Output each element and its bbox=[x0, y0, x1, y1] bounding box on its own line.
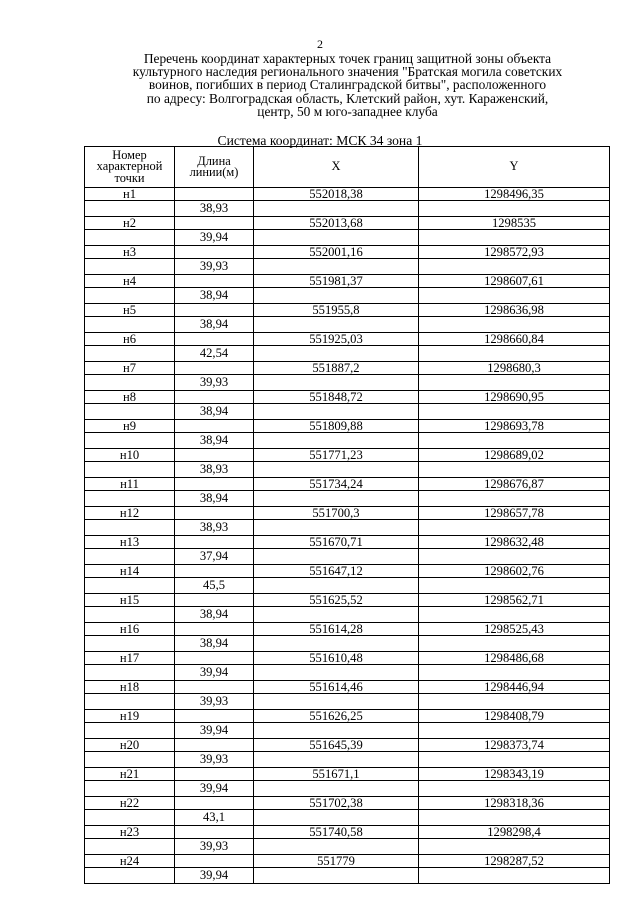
segment-empty-cell bbox=[419, 433, 610, 449]
table-row-point bbox=[85, 449, 610, 462]
y-value-cell: 1298525,43 bbox=[419, 623, 610, 636]
point-name-cell: н9 bbox=[85, 420, 175, 433]
segment-length-cell: 38,93 bbox=[175, 201, 254, 217]
segment-empty-cell bbox=[419, 288, 610, 304]
table-row-segment bbox=[85, 259, 610, 275]
segment-empty-cell bbox=[254, 607, 419, 623]
segment-empty-cell bbox=[419, 607, 610, 623]
segment-empty-cell bbox=[254, 230, 419, 246]
segment-empty-cell bbox=[85, 404, 175, 420]
segment-empty-cell bbox=[419, 839, 610, 855]
length-empty-cell bbox=[175, 391, 254, 404]
point-name-cell: н18 bbox=[85, 681, 175, 694]
length-empty-cell bbox=[175, 565, 254, 578]
point-name-cell: н7 bbox=[85, 362, 175, 375]
segment-length-cell: 39,94 bbox=[175, 868, 254, 884]
segment-length-cell: 39,93 bbox=[175, 259, 254, 275]
segment-empty-cell bbox=[254, 868, 419, 884]
x-value-cell: 551809,88 bbox=[254, 420, 419, 433]
length-empty-cell bbox=[175, 797, 254, 810]
segment-length-cell: 39,93 bbox=[175, 839, 254, 855]
segment-empty-cell bbox=[254, 491, 419, 507]
point-name-cell: н2 bbox=[85, 217, 175, 230]
length-empty-cell bbox=[175, 188, 254, 201]
x-value-cell: 551955,8 bbox=[254, 304, 419, 317]
coordinates-table bbox=[84, 146, 610, 884]
y-value-cell: 1298343,19 bbox=[419, 768, 610, 781]
segment-empty-cell bbox=[419, 462, 610, 478]
table-row-point bbox=[85, 536, 610, 549]
point-name-cell: н5 bbox=[85, 304, 175, 317]
y-value-cell: 1298486,68 bbox=[419, 652, 610, 665]
segment-empty-cell bbox=[419, 259, 610, 275]
table-row-point bbox=[85, 478, 610, 491]
table-row-point bbox=[85, 652, 610, 665]
segment-empty-cell bbox=[85, 839, 175, 855]
segment-empty-cell bbox=[419, 230, 610, 246]
x-value-cell: 551645,39 bbox=[254, 739, 419, 752]
x-value-cell: 552018,38 bbox=[254, 188, 419, 201]
segment-empty-cell bbox=[254, 578, 419, 594]
point-name-cell: н19 bbox=[85, 710, 175, 723]
segment-empty-cell bbox=[254, 317, 419, 333]
point-name-cell: н13 bbox=[85, 536, 175, 549]
heading-line: Перечень координат характерных точек границ защитной зоны объекта bbox=[143, 51, 552, 66]
segment-length-cell: 38,94 bbox=[175, 491, 254, 507]
point-name-cell: н4 bbox=[85, 275, 175, 288]
segment-empty-cell bbox=[254, 810, 419, 826]
table-row-point bbox=[85, 623, 610, 636]
segment-empty-cell bbox=[254, 636, 419, 652]
x-value-cell: 551981,37 bbox=[254, 275, 419, 288]
length-empty-cell bbox=[175, 681, 254, 694]
point-name-cell: н3 bbox=[85, 246, 175, 259]
length-empty-cell bbox=[175, 652, 254, 665]
y-value-cell: 1298693,78 bbox=[419, 420, 610, 433]
segment-empty-cell bbox=[85, 433, 175, 449]
table-row-segment bbox=[85, 781, 610, 797]
table-row-point bbox=[85, 768, 610, 781]
y-value-cell: 1298607,61 bbox=[419, 275, 610, 288]
table-row-segment bbox=[85, 549, 610, 565]
segment-length-cell: 39,93 bbox=[175, 752, 254, 768]
segment-empty-cell bbox=[254, 433, 419, 449]
x-value-cell: 551771,23 bbox=[254, 449, 419, 462]
segment-empty-cell bbox=[85, 346, 175, 362]
segment-empty-cell bbox=[254, 404, 419, 420]
segment-empty-cell bbox=[254, 781, 419, 797]
segment-empty-cell bbox=[419, 723, 610, 739]
length-empty-cell bbox=[175, 304, 254, 317]
segment-length-cell: 39,94 bbox=[175, 723, 254, 739]
table-row-segment bbox=[85, 752, 610, 768]
y-value-cell: 1298318,36 bbox=[419, 797, 610, 810]
segment-length-cell: 38,94 bbox=[175, 433, 254, 449]
length-empty-cell bbox=[175, 246, 254, 259]
segment-empty-cell bbox=[85, 288, 175, 304]
table-row-segment bbox=[85, 433, 610, 449]
segment-length-cell: 38,94 bbox=[175, 636, 254, 652]
heading-line: культурного наследия регионального значения "Братская могила советских bbox=[132, 64, 563, 80]
segment-length-cell: 38,93 bbox=[175, 520, 254, 536]
point-name-cell: н6 bbox=[85, 333, 175, 346]
segment-empty-cell bbox=[85, 781, 175, 797]
y-value-cell: 1298680,3 bbox=[419, 362, 610, 375]
segment-empty-cell bbox=[85, 491, 175, 507]
segment-empty-cell bbox=[85, 694, 175, 710]
length-empty-cell bbox=[175, 768, 254, 781]
heading-line: центр, 50 м юго-западнее клуба bbox=[257, 103, 438, 119]
table-row-segment bbox=[85, 462, 610, 478]
table-row-segment bbox=[85, 201, 610, 217]
segment-length-cell: 38,93 bbox=[175, 462, 254, 478]
point-name-cell: н15 bbox=[85, 594, 175, 607]
y-value-cell: 1298408,79 bbox=[419, 710, 610, 723]
table-row-segment bbox=[85, 520, 610, 536]
y-value-cell: 1298690,95 bbox=[419, 391, 610, 404]
segment-empty-cell bbox=[85, 868, 175, 884]
segment-length-cell: 45,5 bbox=[175, 578, 254, 594]
table-row-segment bbox=[85, 317, 610, 333]
segment-empty-cell bbox=[85, 375, 175, 391]
y-value-cell: 1298632,48 bbox=[419, 536, 610, 549]
segment-empty-cell bbox=[419, 346, 610, 362]
segment-empty-cell bbox=[85, 578, 175, 594]
length-empty-cell bbox=[175, 275, 254, 288]
segment-length-cell: 38,94 bbox=[175, 317, 254, 333]
point-name-cell: н10 bbox=[85, 449, 175, 462]
document-heading bbox=[90, 52, 605, 118]
segment-empty-cell bbox=[419, 636, 610, 652]
point-name-cell: н16 bbox=[85, 623, 175, 636]
point-name-cell: н8 bbox=[85, 391, 175, 404]
table-row-point bbox=[85, 333, 610, 346]
x-value-cell: 551925,03 bbox=[254, 333, 419, 346]
y-value-cell: 1298602,76 bbox=[419, 565, 610, 578]
x-value-cell: 551670,71 bbox=[254, 536, 419, 549]
segment-empty-cell bbox=[85, 230, 175, 246]
segment-length-cell: 39,93 bbox=[175, 694, 254, 710]
segment-empty-cell bbox=[419, 404, 610, 420]
length-empty-cell bbox=[175, 710, 254, 723]
length-empty-cell bbox=[175, 855, 254, 868]
length-empty-cell bbox=[175, 536, 254, 549]
segment-empty-cell bbox=[85, 607, 175, 623]
segment-length-cell: 42,54 bbox=[175, 346, 254, 362]
segment-length-cell: 39,94 bbox=[175, 781, 254, 797]
length-empty-cell bbox=[175, 420, 254, 433]
table-row-point bbox=[85, 507, 610, 520]
segment-empty-cell bbox=[85, 636, 175, 652]
y-value-cell: 1298660,84 bbox=[419, 333, 610, 346]
segment-empty-cell bbox=[85, 520, 175, 536]
length-empty-cell bbox=[175, 333, 254, 346]
y-value-cell: 1298298,4 bbox=[419, 826, 610, 839]
segment-empty-cell bbox=[85, 549, 175, 565]
segment-empty-cell bbox=[254, 839, 419, 855]
segment-empty-cell bbox=[85, 723, 175, 739]
segment-empty-cell bbox=[419, 520, 610, 536]
point-name-cell: н24 bbox=[85, 855, 175, 868]
table-row-segment bbox=[85, 230, 610, 246]
length-empty-cell bbox=[175, 362, 254, 375]
segment-empty-cell bbox=[419, 375, 610, 391]
x-value-cell: 551626,25 bbox=[254, 710, 419, 723]
y-value-cell: 1298689,02 bbox=[419, 449, 610, 462]
table-row-point bbox=[85, 710, 610, 723]
y-value-cell: 1298496,35 bbox=[419, 188, 610, 201]
table-row-segment bbox=[85, 839, 610, 855]
x-value-cell: 551734,24 bbox=[254, 478, 419, 491]
table-row-segment bbox=[85, 491, 610, 507]
y-value-cell: 1298562,71 bbox=[419, 594, 610, 607]
x-value-cell: 551702,38 bbox=[254, 797, 419, 810]
segment-length-cell: 39,94 bbox=[175, 230, 254, 246]
point-name-cell: н22 bbox=[85, 797, 175, 810]
page-number: 2 bbox=[317, 37, 323, 51]
segment-length-cell: 38,94 bbox=[175, 404, 254, 420]
segment-empty-cell bbox=[419, 810, 610, 826]
point-name-cell: н17 bbox=[85, 652, 175, 665]
table-row-point bbox=[85, 420, 610, 433]
segment-length-cell: 38,94 bbox=[175, 288, 254, 304]
segment-empty-cell bbox=[85, 752, 175, 768]
point-name-cell: н23 bbox=[85, 826, 175, 839]
segment-empty-cell bbox=[419, 317, 610, 333]
table-row-point bbox=[85, 275, 610, 288]
table-row-segment bbox=[85, 404, 610, 420]
x-value-cell: 551625,52 bbox=[254, 594, 419, 607]
coordinates-table-body bbox=[85, 188, 610, 884]
point-name-cell: н1 bbox=[85, 188, 175, 201]
table-row-point bbox=[85, 217, 610, 230]
point-name-cell: н21 bbox=[85, 768, 175, 781]
segment-empty-cell bbox=[85, 201, 175, 217]
y-value-cell: 1298373,74 bbox=[419, 739, 610, 752]
segment-empty-cell bbox=[419, 201, 610, 217]
table-row-point bbox=[85, 826, 610, 839]
length-empty-cell bbox=[175, 594, 254, 607]
x-value-cell: 551614,28 bbox=[254, 623, 419, 636]
heading-line: воинов, погибших в период Сталинградской битвы", расположенного bbox=[148, 77, 547, 93]
segment-empty-cell bbox=[85, 317, 175, 333]
table-row-point bbox=[85, 304, 610, 317]
point-name-cell: н11 bbox=[85, 478, 175, 491]
table-row-segment bbox=[85, 665, 610, 681]
x-value-cell: 551610,48 bbox=[254, 652, 419, 665]
x-value-cell: 551740,58 bbox=[254, 826, 419, 839]
length-empty-cell bbox=[175, 449, 254, 462]
table-row-point bbox=[85, 797, 610, 810]
segment-length-cell: 38,94 bbox=[175, 607, 254, 623]
x-value-cell: 552001,16 bbox=[254, 246, 419, 259]
y-value-cell: 1298657,78 bbox=[419, 507, 610, 520]
segment-empty-cell bbox=[254, 259, 419, 275]
heading-line: по адресу: Волгоградская область, Клетский район, хут. Караженский, bbox=[146, 90, 549, 106]
table-row-point bbox=[85, 565, 610, 578]
y-value-cell: 1298572,93 bbox=[419, 246, 610, 259]
segment-empty-cell bbox=[85, 810, 175, 826]
segment-empty-cell bbox=[419, 549, 610, 565]
segment-empty-cell bbox=[254, 723, 419, 739]
column-header-x: X bbox=[254, 147, 419, 188]
x-value-cell: 551614,46 bbox=[254, 681, 419, 694]
table-row-point bbox=[85, 739, 610, 752]
length-empty-cell bbox=[175, 739, 254, 752]
y-value-cell: 1298676,87 bbox=[419, 478, 610, 491]
column-header-length: Длина линии(м) bbox=[175, 147, 254, 188]
y-value-cell: 1298287,52 bbox=[419, 855, 610, 868]
x-value-cell: 551848,72 bbox=[254, 391, 419, 404]
x-value-cell: 551887,2 bbox=[254, 362, 419, 375]
table-row-point bbox=[85, 681, 610, 694]
point-name-cell: н14 bbox=[85, 565, 175, 578]
table-row-segment bbox=[85, 578, 610, 594]
x-value-cell: 551671,1 bbox=[254, 768, 419, 781]
segment-empty-cell bbox=[85, 462, 175, 478]
column-header-point: Номер характерной точки bbox=[85, 147, 175, 188]
segment-length-cell: 43,1 bbox=[175, 810, 254, 826]
point-name-cell: н12 bbox=[85, 507, 175, 520]
segment-empty-cell bbox=[254, 462, 419, 478]
y-value-cell: 1298636,98 bbox=[419, 304, 610, 317]
segment-empty-cell bbox=[254, 549, 419, 565]
table-header-row bbox=[85, 147, 610, 188]
length-empty-cell bbox=[175, 478, 254, 491]
length-empty-cell bbox=[175, 623, 254, 636]
table-row-segment bbox=[85, 723, 610, 739]
y-value-cell: 1298446,94 bbox=[419, 681, 610, 694]
table-row-segment bbox=[85, 868, 610, 884]
length-empty-cell bbox=[175, 826, 254, 839]
segment-empty-cell bbox=[85, 259, 175, 275]
segment-empty-cell bbox=[254, 288, 419, 304]
table-row-segment bbox=[85, 607, 610, 623]
table-row-point bbox=[85, 594, 610, 607]
segment-empty-cell bbox=[254, 520, 419, 536]
segment-length-cell: 39,94 bbox=[175, 665, 254, 681]
table-row-segment bbox=[85, 810, 610, 826]
coordinate-system-label: Система координат: МСК 34 зона 1 bbox=[217, 133, 423, 148]
x-value-cell: 551700,3 bbox=[254, 507, 419, 520]
table-row-segment bbox=[85, 288, 610, 304]
table-row-segment bbox=[85, 636, 610, 652]
x-value-cell: 551779 bbox=[254, 855, 419, 868]
segment-empty-cell bbox=[419, 578, 610, 594]
x-value-cell: 552013,68 bbox=[254, 217, 419, 230]
segment-length-cell: 39,93 bbox=[175, 375, 254, 391]
length-empty-cell bbox=[175, 507, 254, 520]
segment-empty-cell bbox=[254, 694, 419, 710]
segment-empty-cell bbox=[419, 752, 610, 768]
segment-empty-cell bbox=[419, 694, 610, 710]
segment-empty-cell bbox=[254, 201, 419, 217]
segment-empty-cell bbox=[419, 665, 610, 681]
segment-empty-cell bbox=[254, 375, 419, 391]
table-row-segment bbox=[85, 346, 610, 362]
length-empty-cell bbox=[175, 217, 254, 230]
segment-empty-cell bbox=[85, 665, 175, 681]
table-row-point bbox=[85, 246, 610, 259]
x-value-cell: 551647,12 bbox=[254, 565, 419, 578]
segment-empty-cell bbox=[419, 868, 610, 884]
table-row-point bbox=[85, 362, 610, 375]
table-row-point bbox=[85, 391, 610, 404]
table-row-segment bbox=[85, 375, 610, 391]
segment-empty-cell bbox=[254, 346, 419, 362]
segment-empty-cell bbox=[419, 781, 610, 797]
y-value-cell: 1298535 bbox=[419, 217, 610, 230]
table-row-point bbox=[85, 855, 610, 868]
column-header-y: Y bbox=[419, 147, 610, 188]
point-name-cell: н20 bbox=[85, 739, 175, 752]
segment-length-cell: 37,94 bbox=[175, 549, 254, 565]
segment-empty-cell bbox=[254, 752, 419, 768]
table-row-segment bbox=[85, 694, 610, 710]
segment-empty-cell bbox=[254, 665, 419, 681]
table-row-point bbox=[85, 188, 610, 201]
segment-empty-cell bbox=[419, 491, 610, 507]
